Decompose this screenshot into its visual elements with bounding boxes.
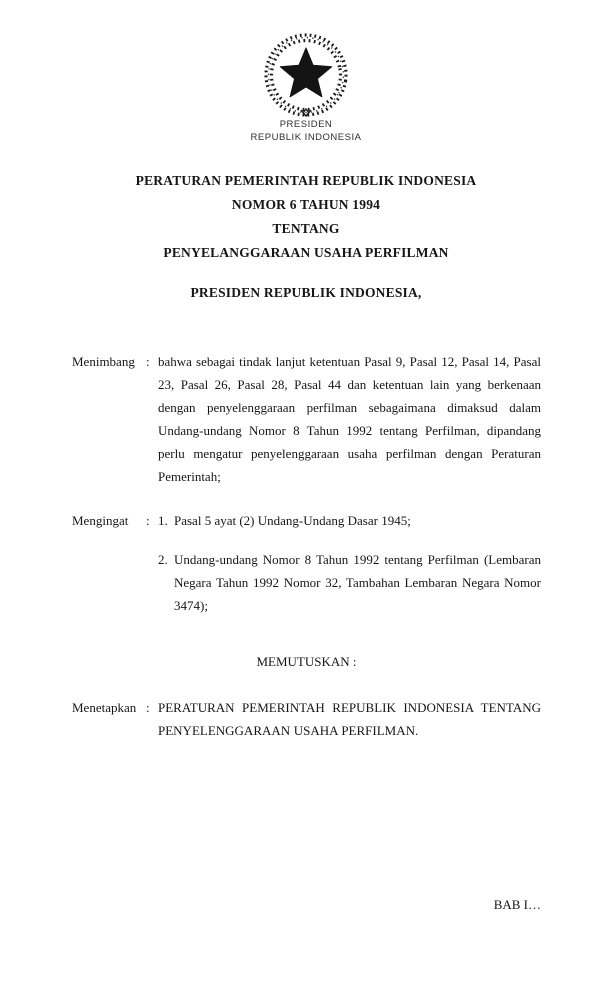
mengingat-items [158,509,541,617]
item-number: 1. [158,513,168,528]
item-text: Pasal 5 ayat (2) Undang-Undang Dasar 1945; [174,513,411,528]
clause-mengingat [72,509,541,617]
title-line-nomor: NOMOR 6 TAHUN 1994 [231,197,381,212]
item-text: Undang-undang Nomor 8 Tahun 1992 tentang Perfilman (Lembaran Negara Tahun 1992 Nomor 32, Tambahan Lembaran Negara Nomor 3474); [174,552,541,613]
clause-label-menetapkan: Menetapkan [72,700,137,715]
clause-colon: : [146,354,150,369]
title-line-tentang: TENTANG [272,221,340,236]
seal-caption [0,119,612,144]
page-continuation-marker: BAB I… [493,897,541,912]
document-body [0,350,612,742]
clause-menimbang [72,350,541,488]
clause-colon: : [146,513,150,528]
title-line-subject: PENYELANGGARAAN USAHA PERFILMAN [163,245,449,260]
seal-republik-indonesia-label: REPUBLIK INDONESIA [250,131,362,143]
clause-label-menimbang: Menimbang [72,354,135,369]
decision-heading: MEMUTUSKAN : [256,654,357,669]
clause-text-menetapkan: PERATURAN PEMERINTAH REPUBLIK INDONESIA TENTANG PENYELENGGARAAN USAHA PERFILMAN. [158,700,541,738]
salutation-line: PRESIDEN REPUBLIK INDONESIA, [190,285,422,300]
seal-presiden-label: PRESIDEN [279,119,333,130]
mengingat-item-2 [158,548,541,617]
clause-colon: : [146,700,150,715]
clause-label-mengingat: Mengingat [72,513,129,528]
title-line-peraturan: PERATURAN PEMERINTAH REPUBLIK INDONESIA [135,173,477,188]
clause-text-menimbang: bahwa sebagai tindak lanjut ketentuan Pasal 9, Pasal 12, Pasal 14, Pasal 23, Pasal 26, Pasal 28, Pasal 44 dan ketentuan lain yang berkenaan dengan penyelenggaraan perfilman sebagaimana dimaksud dalam Undang-undang Nomor 8 Tahun 1992 tentang Perfilman, dipandang perlu mengatur penyelenggaraan usaha perfilman dengan Peraturan Pemerintah; [158,354,541,484]
presidential-seal [0,0,612,144]
item-number: 2. [158,552,168,567]
clause-menetapkan [72,696,541,742]
regulation-title-block [0,169,612,265]
mengingat-item-1 [158,509,541,532]
star-in-wreath-icon [262,32,350,118]
